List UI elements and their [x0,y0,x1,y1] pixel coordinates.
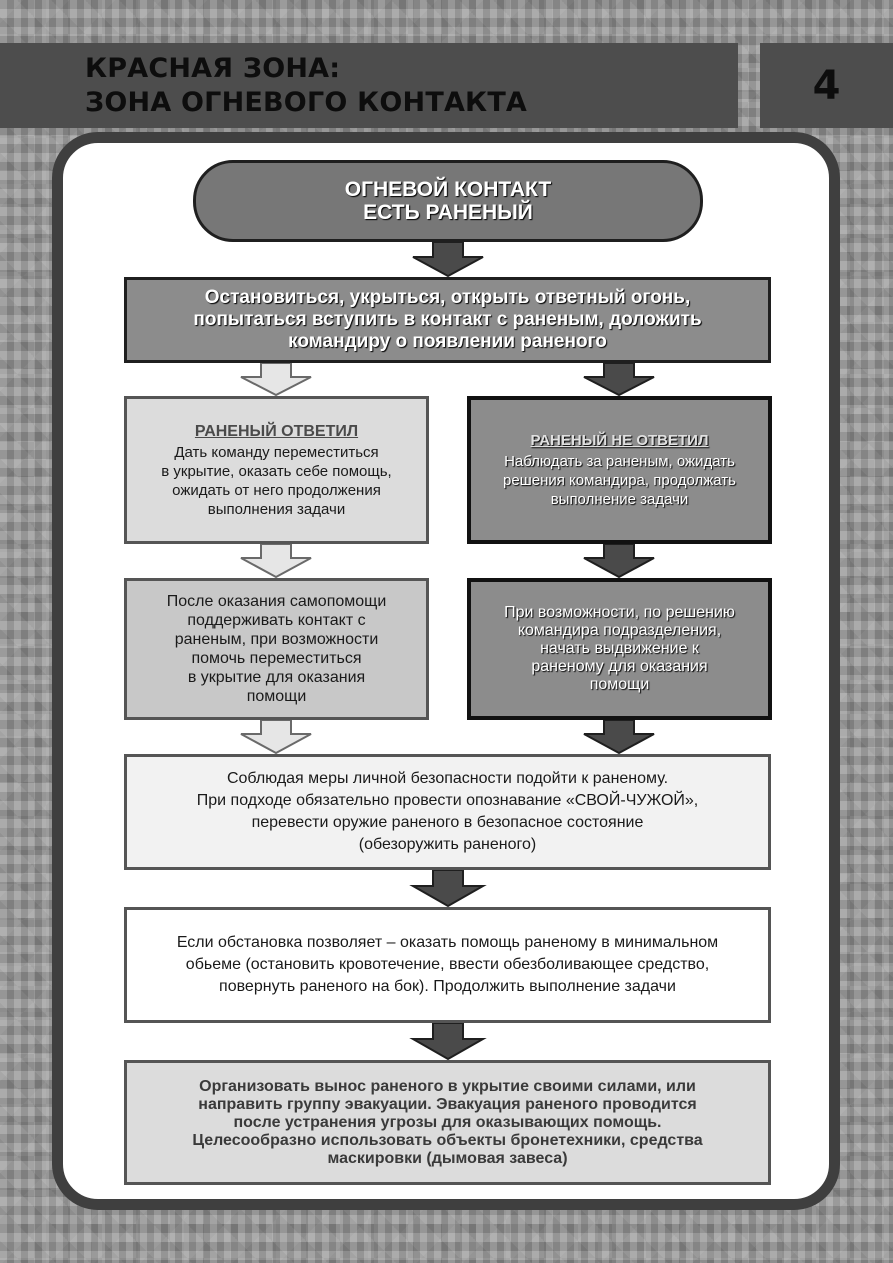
branch-line: Наблюдать за раненым, ожидать [504,453,735,470]
step-line: Остановиться, укрыться, открыть ответный огонь, [204,287,691,308]
step-line: Организовать вынос раненого в укрытие своими силами, или [199,1077,696,1095]
branch-line: в укрытие, оказать себе помощь, [161,462,392,480]
step-line: Целесообразно использовать объекты бронетехники, средства [192,1131,703,1149]
step-line: поддерживать контакт с [187,612,366,629]
step-line: направить группу эвакуации. Эвакуация раненого проводится [198,1095,697,1113]
step-approach-wounded [124,754,771,870]
arrow-down-icon [241,363,311,395]
step-line: помочь переместиться [191,650,362,667]
step-line: командира подразделения, [517,622,722,639]
step-line: При подходе обязательно провести опознавание «СВОЙ-ЧУЖОЙ», [196,792,699,809]
step-minimal-aid [124,907,771,1023]
step-take-cover [124,277,771,363]
title-line-1: КРАСНАЯ ЗОНА: [85,53,341,84]
start-node [193,160,703,242]
start-line: ЕСТЬ РАНЕНЫЙ [363,201,533,224]
title-line-2: ЗОНА ОГНЕВОГО КОНТАКТА [85,87,528,118]
step-line: При возможности, по решению [504,604,735,621]
step-line: обьеме (остановить кровотечение, ввести обезболивающее средство, [185,956,710,973]
branch-wounded-not-responded [467,396,772,544]
step-line: после устранения угрозы для оказывающих помощь. [233,1113,662,1131]
step-line: командиру о появлении раненого [288,331,607,352]
arrow-down-icon [241,544,311,577]
branch-title: РАНЕНЫЙ ОТВЕТИЛ [194,422,359,440]
branch-title: РАНЕНЫЙ НЕ ОТВЕТИЛ [530,432,709,449]
branch-wounded-responded [124,396,429,544]
step-line: перевести оружие раненого в безопасное состояние [251,814,644,831]
step-line: раненому для оказания [531,658,708,675]
step-line: начать выдвижение к [540,640,699,657]
step-line: маскировки (дымовая завеса) [327,1149,568,1167]
arrow-down-icon [413,242,483,276]
branch-line: решения командира, продолжать [503,472,736,489]
step-line: помощи [589,676,650,693]
arrow-down-icon [584,544,654,577]
branch-line: выполнение задачи [550,491,689,508]
step-line: Соблюдая меры личной безопасности подойти к раненому. [226,770,669,787]
branch-line: Дать команду переместиться [174,443,379,461]
page-number: 4 [812,62,841,109]
arrow-down-icon [584,720,654,753]
step-evacuation [124,1060,771,1185]
step-line: раненым, при возможности [174,631,379,648]
arrow-down-icon [241,720,311,753]
branch-line: выполнения задачи [207,500,346,518]
arrow-down-icon [413,1023,483,1059]
step-line: Если обстановка позволяет – оказать помощь раненому в минимальном [176,934,719,951]
step-line: попытаться вступить в контакт с раненым, доложить [193,309,702,330]
step-line: помощи [246,688,307,705]
step-advance-to-wounded [467,578,772,720]
step-self-aid-contact [124,578,429,720]
step-line: (обезоружить раненого) [358,836,537,853]
step-line: повернуть раненого на бок). Продолжить выполнение задачи [219,978,676,995]
arrow-down-icon [413,870,483,906]
branch-line: ожидать от него продолжения [172,481,381,499]
arrow-down-icon [584,363,654,395]
step-line: После оказания самопомощи [166,593,387,610]
start-line: ОГНЕВОЙ КОНТАКТ [344,178,552,201]
step-line: в укрытие для оказания [187,669,366,686]
